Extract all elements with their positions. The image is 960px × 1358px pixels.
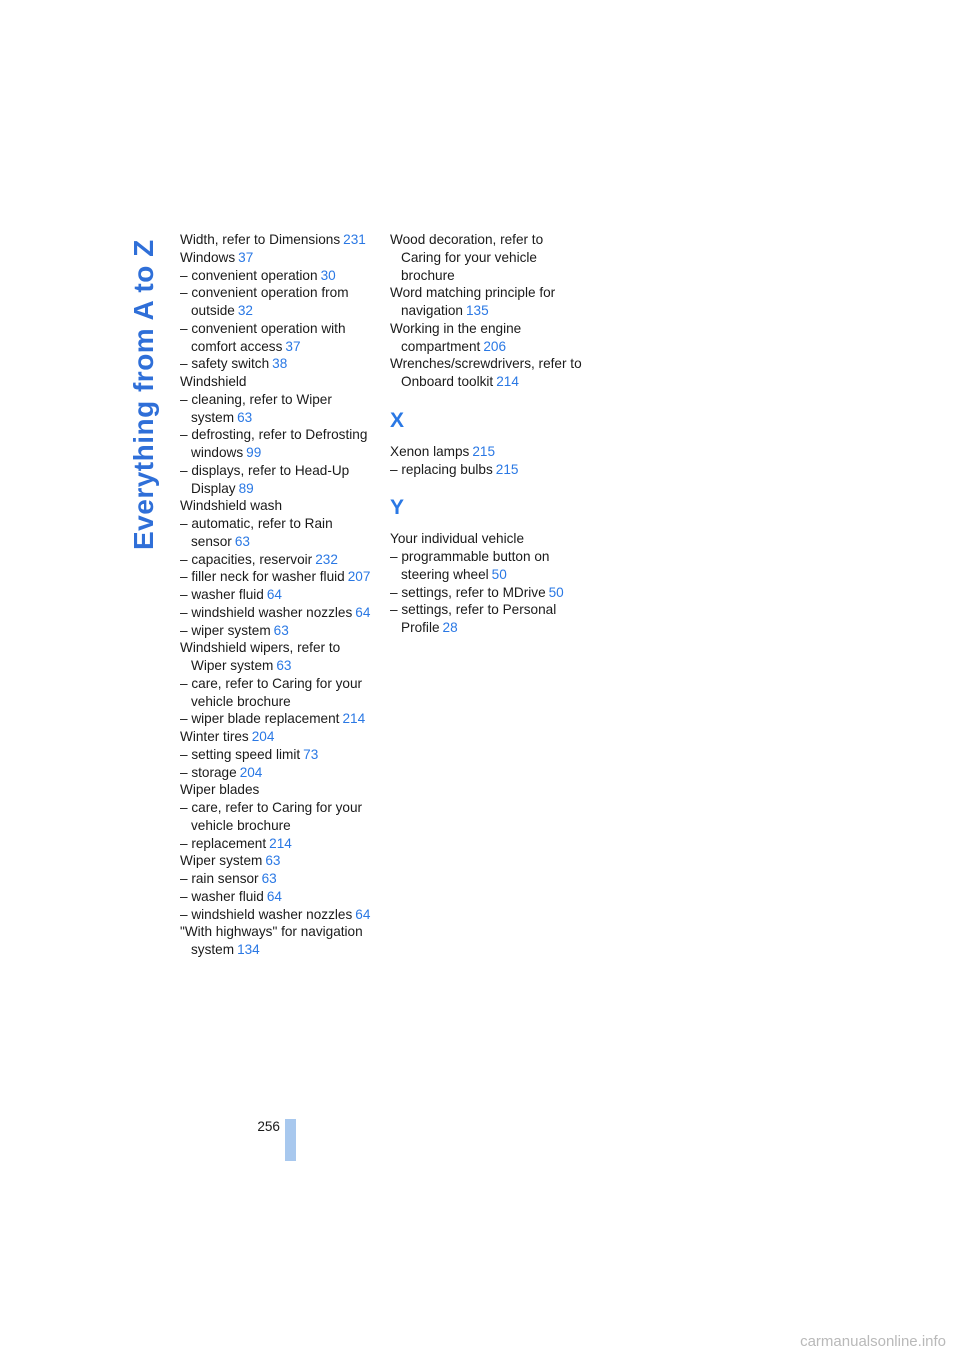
index-entry-text: – rain sensor — [180, 871, 259, 886]
index-entry-text: Wiper system — [180, 853, 263, 869]
index-entry — [180, 586, 376, 604]
index-entry — [390, 320, 586, 356]
index-column-2 — [390, 231, 586, 637]
watermark: carmanualsonline.info — [800, 1333, 946, 1350]
index-entry-text: – defrosting, refer to Defrosting windows — [180, 427, 368, 460]
page-reference-link[interactable]: 73 — [303, 746, 319, 762]
index-entry-text: Xenon lamps — [390, 443, 470, 459]
page-reference-link[interactable]: 64 — [266, 587, 282, 602]
index-entry — [180, 622, 376, 640]
page-reference-link[interactable]: 134 — [237, 942, 260, 957]
page-reference-link[interactable]: 89 — [238, 480, 254, 496]
index-entry — [390, 548, 586, 584]
index-letter-heading: Y — [390, 496, 405, 520]
index-entry — [180, 781, 376, 799]
page-reference-link[interactable]: 232 — [315, 551, 338, 567]
index-entry-text: – convenient operation with comfort access — [180, 320, 346, 354]
index-entry-text: – automatic, refer to Rain sensor — [180, 516, 333, 549]
index-entry-text: – settings, refer to MDrive — [390, 584, 546, 600]
index-letter-heading: X — [390, 408, 405, 432]
index-entry — [180, 764, 376, 782]
page-reference-link[interactable]: 207 — [347, 569, 371, 585]
index-entry — [390, 284, 586, 320]
index-entry-text: "With highways" for navigation system — [180, 924, 363, 957]
page-reference-link[interactable]: 206 — [483, 338, 507, 354]
index-column-1 — [180, 231, 376, 959]
page-reference-link[interactable]: 30 — [320, 267, 336, 283]
page-reference-link[interactable]: 64 — [355, 906, 371, 922]
page-reference-link[interactable]: 231 — [343, 232, 366, 247]
index-entry-text: Windshield wipers, refer to Wiper system — [180, 640, 341, 673]
index-entry-text: – cleaning, refer to Wiper system — [180, 391, 332, 425]
index-entry — [180, 888, 376, 906]
index-entry-text: Wood decoration, refer to Caring for your vehicle brochure — [390, 232, 544, 283]
index-entry — [180, 852, 376, 870]
page-reference-link[interactable]: 63 — [234, 533, 250, 549]
index-entry — [180, 551, 376, 569]
index-entry — [180, 373, 376, 391]
page-reference-link[interactable]: 204 — [239, 764, 263, 780]
index-entry — [180, 355, 376, 373]
page-reference-link[interactable]: 204 — [251, 729, 275, 744]
index-entry — [180, 799, 376, 835]
index-entry-text: – programmable button on steering wheel — [390, 549, 550, 582]
index-entry — [180, 746, 376, 764]
index-entry — [180, 267, 376, 285]
index-entry-text: – convenient operation from outside — [180, 285, 349, 318]
page-reference-link[interactable]: 99 — [246, 445, 262, 460]
index-entry-text: – safety switch — [180, 356, 270, 372]
index-entry-text: – wiper blade replacement — [180, 711, 340, 727]
index-entry — [180, 604, 376, 622]
index-entry — [180, 870, 376, 888]
index-entry-text: – convenient operation — [180, 267, 318, 283]
index-entry — [180, 835, 376, 853]
index-entry — [180, 426, 376, 462]
index-entry-text: Word matching principle for navigation — [390, 285, 556, 318]
page-reference-link[interactable]: 63 — [265, 853, 281, 869]
index-entry — [390, 443, 586, 461]
page-reference-link[interactable]: 63 — [261, 871, 277, 886]
index-entry — [390, 584, 586, 602]
page-reference-link[interactable]: 215 — [495, 461, 519, 477]
index-entry-text: Windows — [180, 249, 236, 265]
page-reference-link[interactable]: 37 — [285, 338, 301, 354]
index-entry — [180, 728, 376, 746]
index-entry — [180, 391, 376, 427]
index-entry-text: Winter tires — [180, 729, 249, 744]
page-reference-link[interactable]: 28 — [442, 620, 458, 635]
index-entry-text: – filler neck for washer fluid — [180, 569, 345, 585]
index-entry-text: – washer fluid — [180, 587, 264, 602]
index-entry-text: Wiper blades — [180, 782, 260, 798]
page-reference-link[interactable]: 64 — [266, 888, 282, 904]
index-entry-text: – settings, refer to Personal Profile — [390, 602, 557, 635]
page-number-bar — [285, 1119, 296, 1161]
page-reference-link[interactable]: 64 — [355, 604, 371, 620]
index-entry-text: – windshield washer nozzles — [180, 906, 353, 922]
page-reference-link[interactable]: 38 — [272, 356, 288, 372]
index-entry-text: – windshield washer nozzles — [180, 604, 353, 620]
page-reference-link[interactable]: 63 — [276, 658, 292, 673]
index-entry — [180, 231, 376, 249]
index-entry — [180, 284, 376, 320]
index-entry — [180, 639, 376, 675]
page-reference-link[interactable]: 50 — [548, 584, 564, 600]
index-entry — [180, 249, 376, 267]
index-entry — [390, 530, 586, 548]
index-entry-text: Windshield — [180, 374, 247, 389]
index-entry — [180, 497, 376, 515]
page-reference-link[interactable]: 214 — [342, 711, 366, 727]
index-entry — [180, 515, 376, 551]
index-entry-text: – care, refer to Caring for your vehicle brochure — [180, 800, 363, 833]
index-entry — [180, 320, 376, 356]
page-reference-link[interactable]: 32 — [237, 303, 253, 318]
index-entry — [180, 462, 376, 498]
index-entry — [390, 601, 586, 637]
index-entry-text: – wiper system — [180, 622, 271, 638]
index-entry-text: Windshield wash — [180, 498, 282, 514]
page-reference-link[interactable]: 214 — [496, 374, 519, 389]
index-entry — [390, 355, 586, 391]
index-entry — [180, 710, 376, 728]
side-section-title: Everything from A to Z — [128, 239, 159, 550]
index-entry-text: – care, refer to Caring for your vehicle brochure — [180, 675, 363, 709]
page-reference-link[interactable]: 135 — [465, 303, 489, 318]
index-entry-text: – setting speed limit — [180, 746, 301, 762]
index-entry-text: Your individual vehicle — [390, 531, 525, 547]
index-entry-text: – replacing bulbs — [390, 461, 493, 477]
index-entry-text: Working in the engine compartment — [390, 320, 522, 354]
page-reference-link[interactable]: 63 — [237, 409, 253, 425]
index-entry-text: Width, refer to Dimensions — [180, 232, 341, 247]
index-entry — [180, 923, 376, 959]
index-entry — [390, 461, 586, 479]
index-entry-text: Wrenches/screwdrivers, refer to Onboard toolkit — [390, 356, 582, 389]
index-entry-text: – capacities, reservoir — [180, 551, 313, 567]
index-entry — [180, 675, 376, 711]
index-entry-text: – storage — [180, 764, 237, 780]
index-entry-text: – washer fluid — [180, 888, 264, 904]
page-reference-link[interactable]: 63 — [273, 622, 289, 638]
page-reference-link[interactable]: 215 — [472, 443, 496, 459]
index-entry — [390, 231, 586, 284]
page-number: 256 — [257, 1119, 280, 1134]
page-reference-link[interactable]: 37 — [238, 249, 254, 265]
page-reference-link[interactable]: 214 — [269, 835, 292, 851]
index-entry — [180, 906, 376, 924]
page-reference-link[interactable]: 50 — [491, 566, 507, 582]
index-entry-text: – replacement — [180, 835, 267, 851]
index-entry-text: – displays, refer to Head-Up Display — [180, 462, 350, 496]
index-entry — [180, 568, 376, 586]
